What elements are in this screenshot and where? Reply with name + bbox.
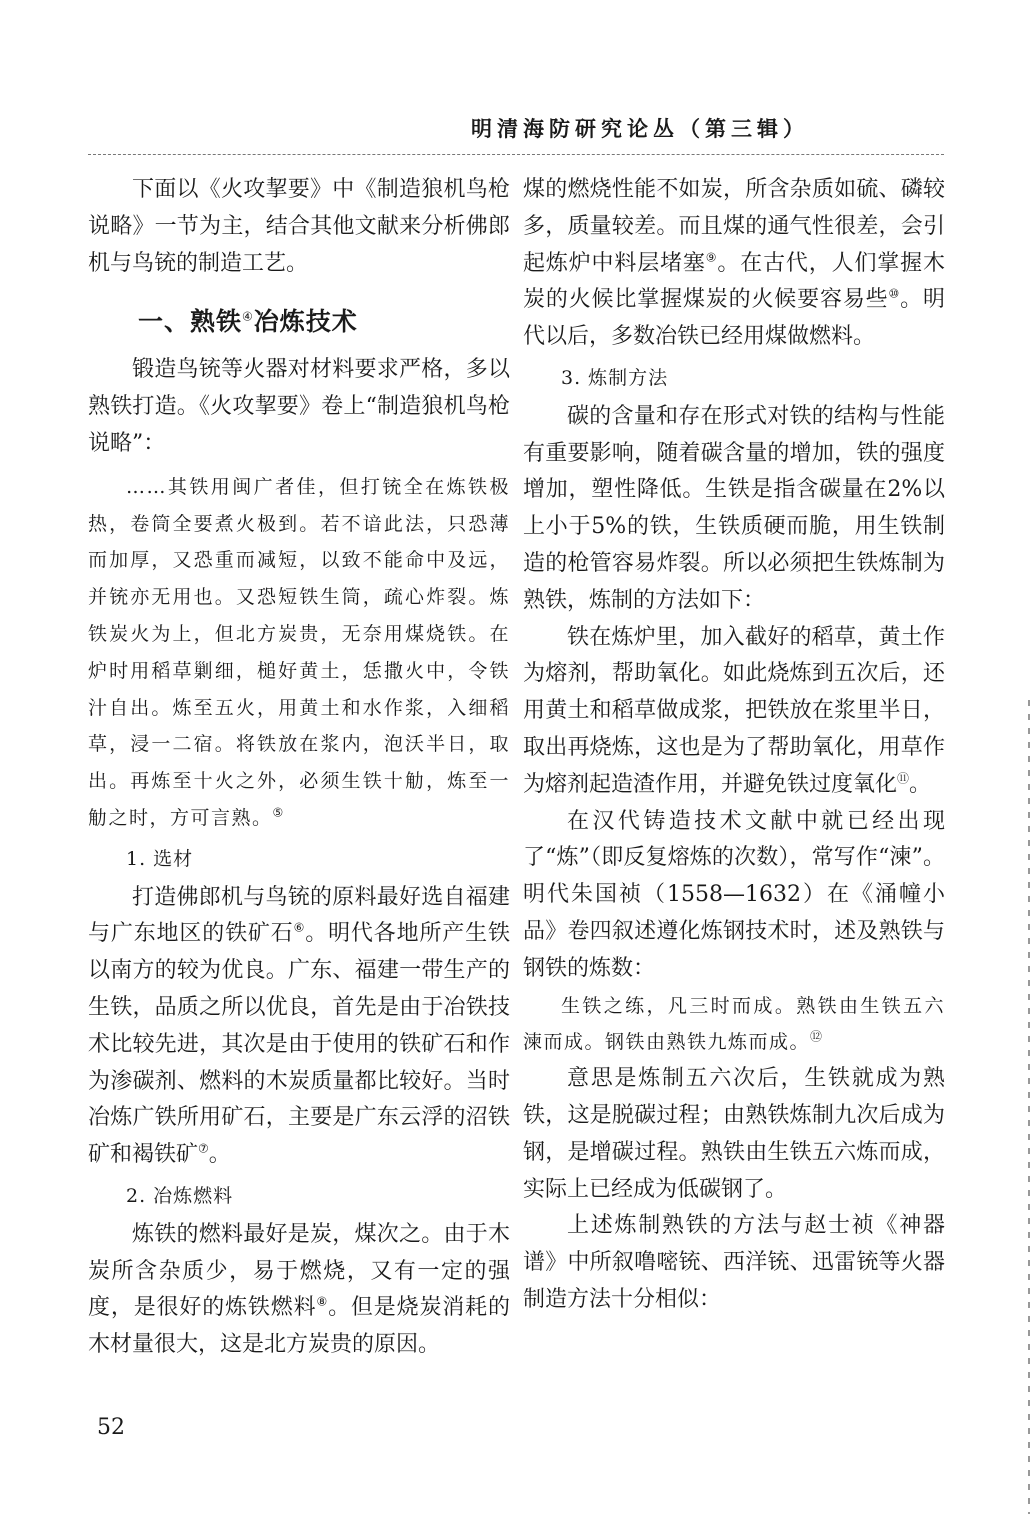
footnote-mark: ⑤ — [272, 805, 285, 820]
paragraph: 锻造鸟铳等火器对材料要求严格，多以熟铁打造。《火攻挈要》卷上“制造狼机鸟枪说略”： — [88, 357, 510, 456]
paragraph — [88, 880, 510, 1174]
running-title: 明清海防研究论丛（第三辑） — [471, 116, 809, 141]
paragraph — [523, 620, 945, 804]
quote-text: 生铁之练，凡三时而成。熟铁由生铁五六湅而成。钢铁由熟铁九炼而成。 — [523, 994, 945, 1054]
section-title-part: 冶炼技术 — [253, 307, 358, 337]
paragraph — [88, 1217, 510, 1364]
text-run: 。 — [208, 1142, 231, 1168]
paragraph: 下面以《火攻挈要》中《制造狼机鸟枪说略》一节为主，结合其他文献来分析佛郎机与鸟铳的制造工艺。 — [88, 177, 510, 276]
paragraph: 上述炼制熟铁的方法与赵士祯《神器谱》中所叙噜嘧铳、西洋铳、迅雷铳等火器制造方法十分相似： — [523, 1213, 945, 1312]
footnote-mark: ④ — [242, 310, 254, 325]
text-run: 。 — [909, 771, 932, 797]
footnote-mark: ⑨ — [705, 250, 718, 265]
block-quote — [88, 469, 510, 837]
text-run: 炼铁的燃料最好是炭，煤次之。由于木炭所含杂质少，易于燃烧，又有一定的强度，是很好的炼铁燃料 — [88, 1221, 510, 1321]
paragraph — [523, 172, 945, 356]
footnote-mark: ⑩ — [888, 287, 901, 302]
paragraph: 意思是炼制五六次后，生铁就成为熟铁，这是脱碳过程；由熟铁炼制九次后成为钢，是增碳过程。熟铁由生铁五六炼而成，实际上已经成为低碳钢了。 — [523, 1066, 945, 1202]
text-run: 煤的燃烧性能不如炭，所含杂质如硫、磷较多，质量较差。而且煤的通气性很差，会引起炼炉中料层堵塞 — [523, 177, 945, 276]
section-title-part: 一、熟铁 — [138, 307, 243, 337]
text-run: 铁在炼炉里，加入截好的稻草，黄土作为熔剂，帮助氧化。如此烧炼到五次后，还用黄土和稻草做成浆，把铁放在浆里半日，取出再烧炼，这也是为了帮助氧化，用草作为熔剂起造渣作用，并避免铁过度氧化 — [523, 624, 945, 797]
footnote-mark: ⑦ — [198, 1141, 209, 1156]
text-run: 。明代以后，多数冶铁已经用煤做燃料。 — [523, 287, 945, 350]
text-run: 打造佛郎机与鸟铳的原料最好选自福建与广东地区的铁矿石 — [88, 884, 510, 947]
block-quote — [523, 988, 945, 1062]
footnote-mark: ⑧ — [316, 1294, 329, 1309]
right-column — [523, 172, 945, 1319]
paragraph: 碳的含量和存在形式对铁的结构与性能有重要影响，随着碳含量的增加，铁的强度增加，塑性降低。生铁是指含碳量在2%以上小于5%的铁，生铁质硬而脆，用生铁制造的枪管容易炸裂。所以必须把生铁炼制为熟铁，炼制的方法如下： — [523, 403, 945, 613]
page-number: 52 — [97, 1415, 125, 1440]
subheading: 2. 冶炼燃料 — [126, 1184, 234, 1207]
footnote-mark: ⑪ — [897, 771, 910, 786]
paragraph: 在汉代铸造技术文献中就已经出现了“炼”（即反复熔炼的次数），常写作“湅”。明代朱国祯（1558—1632）在《涌幢小品》卷四叙述遵化炼钢技术时，述及熟铁与钢铁的炼数： — [523, 808, 945, 981]
text-run: 。在古代，人们掌握木炭的火候比掌握煤炭的火候要容易些 — [523, 250, 945, 313]
text-run: 。明代各地所产生铁以南方的较为优良。广东、福建一带生产的生铁，品质之所以优良，首先是由于冶铁技术比较先进，其次是由于使用的铁矿石和作为渗碳剂、燃料的木炭质量都比较好。当时冶炼广铁所用矿石，主要是广东云浮的沼铁矿和褐铁矿 — [88, 921, 510, 1168]
subheading: 1. 选材 — [126, 847, 194, 870]
footnote-mark: ⑫ — [810, 1030, 824, 1044]
header-rule — [88, 154, 944, 155]
footnote-mark: ⑥ — [293, 921, 306, 936]
section-heading — [88, 304, 510, 340]
left-column — [88, 172, 510, 1364]
text-run: 。但是烧炭消耗的木材量很大，这是北方炭贵的原因。 — [88, 1295, 510, 1358]
subheading: 3. 炼制方法 — [561, 366, 669, 389]
quote-text: ……其铁用闽广者佳，但打铳全在炼铁极热，卷筒全要煮火极到。若不谙此法，只恐薄而加厚，又恐重而减短，以致不能命中及远，并铳亦无用也。又恐短铁生筒，疏心炸裂。炼铁炭火为上，但北方炭贵，无奈用煤烧铁。在炉时用稻草剿细，槌好黄土，恁撒火中，令铁汁自出。炼至五火，用黄土和水作浆，入细稻草，浸一二宿。将铁放在浆内，泡沃半日，取出。再炼至十火之外，必须生铁十觔，炼至一觔之时，方可言熟。 — [88, 475, 510, 829]
